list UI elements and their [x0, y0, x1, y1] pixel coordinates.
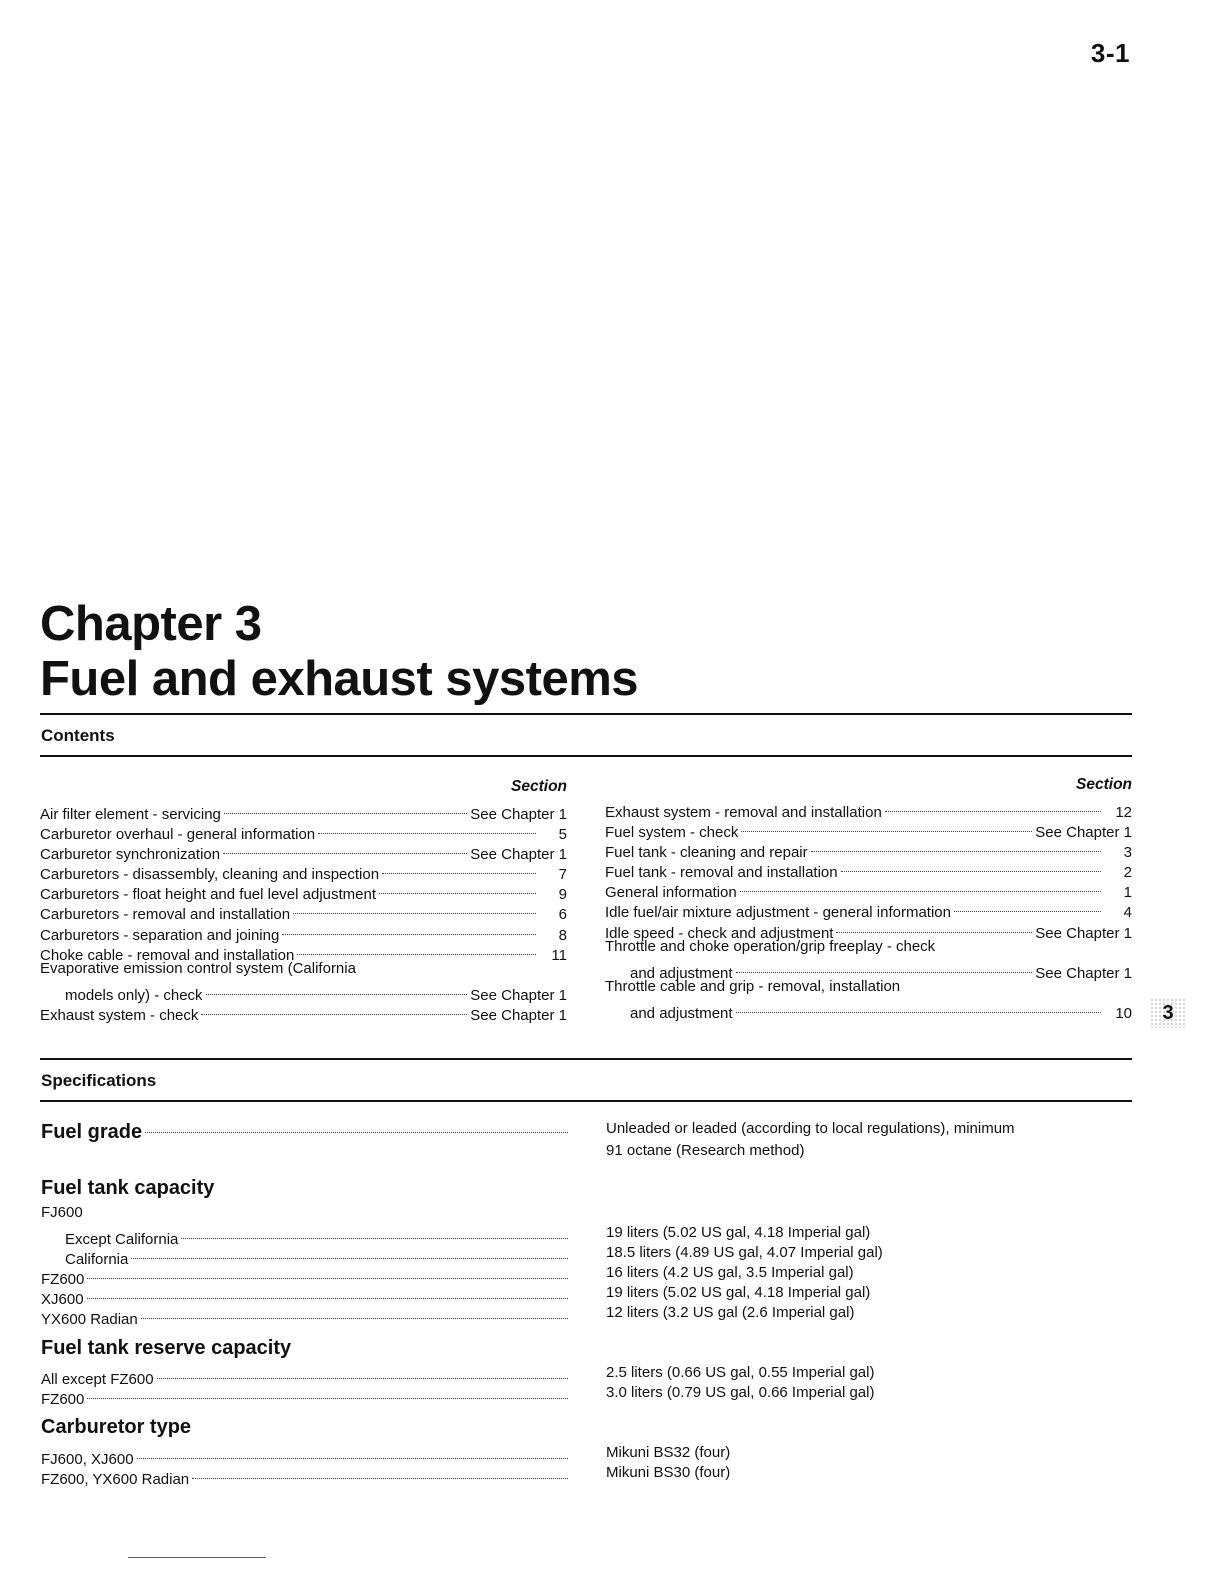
spec-heading: Fuel tank capacity	[41, 1177, 215, 1199]
dot-leader	[293, 893, 536, 914]
dot-leader	[223, 833, 467, 854]
dot-leader	[841, 851, 1101, 872]
entry-ref: See Chapter 1	[470, 986, 567, 1004]
spec-label: FZ600, YX600 Radian	[41, 1471, 190, 1488]
spec-label: California	[65, 1251, 129, 1268]
entry-ref: 2	[1123, 864, 1132, 882]
entry-ref: See Chapter 1	[1035, 964, 1132, 982]
spec-value: 12 liters (3.2 US gal (2.6 Imperial gal)	[606, 1304, 855, 1321]
spec-value: 16 liters (4.2 US gal, 3.5 Imperial gal)	[606, 1264, 854, 1281]
dot-leader	[131, 1238, 568, 1259]
dot-leader	[836, 912, 1032, 933]
entry-label: Fuel tank - cleaning and repair	[605, 844, 808, 862]
entry-label: models only) - check	[65, 986, 203, 1004]
entry-ref: 11	[551, 946, 567, 964]
contents-entry	[605, 997, 1132, 1022]
divider	[40, 713, 1132, 715]
specs-left-column	[41, 1117, 568, 1143]
entry-ref: See Chapter 1	[470, 806, 567, 823]
spec-value: 19 liters (5.02 US gal, 4.18 Imperial gal)	[606, 1284, 871, 1301]
section-label: Section	[511, 778, 567, 795]
chapter-name: Fuel and exhaust systems	[40, 652, 639, 706]
entry-label: Throttle and choke operation/grip freeplay - check	[605, 937, 936, 955]
spec-value: Mikuni BS30 (four)	[606, 1464, 731, 1481]
dot-leader	[87, 1278, 568, 1299]
entry-label: Carburetors - float height and fuel level adjustment	[40, 886, 377, 904]
divider	[40, 755, 1132, 757]
dot-leader	[736, 952, 1033, 973]
spec-group-label: FJ600	[41, 1204, 83, 1221]
dot-leader	[157, 1358, 568, 1379]
dot-leader	[379, 873, 536, 894]
entry-label: Air filter element - servicing	[40, 806, 221, 823]
spec-label: XJ600	[41, 1291, 84, 1308]
dot-leader	[181, 1218, 568, 1239]
entry-ref: See Chapter 1	[470, 1006, 567, 1024]
entry-label: Exhaust system - check	[40, 1006, 199, 1024]
spec-value: Mikuni BS32 (four)	[606, 1444, 731, 1461]
entry-label: Fuel tank - removal and installation	[605, 864, 838, 882]
specifications-heading: Specifications	[41, 1071, 157, 1090]
dot-leader	[145, 1112, 568, 1133]
dot-leader	[740, 871, 1101, 892]
section-label: Section	[1076, 776, 1132, 793]
spec-value: 19 liters (5.02 US gal, 4.18 Imperial gal)	[606, 1224, 871, 1241]
entry-ref: See Chapter 1	[1035, 824, 1132, 842]
chapter-thumb-tab: 3	[1150, 998, 1186, 1028]
entry-ref: See Chapter 1	[1035, 924, 1132, 942]
entry-ref: 3	[1123, 844, 1132, 862]
chapter-number: Chapter 3	[40, 597, 262, 651]
entry-label: Fuel system - check	[605, 824, 739, 842]
entry-label: Carburetors - disassembly, cleaning and inspection	[40, 866, 380, 884]
entry-label: Idle speed - check and adjustment	[605, 924, 834, 942]
dot-leader	[201, 994, 467, 1015]
spec-row-fuel-grade	[41, 1117, 568, 1143]
dot-leader	[297, 934, 536, 955]
dot-leader	[137, 1438, 568, 1459]
dot-leader	[141, 1298, 568, 1319]
spec-value: 2.5 liters (0.66 US gal, 0.55 Imperial gal)	[606, 1364, 875, 1381]
entry-label: Carburetor synchronization	[40, 846, 221, 864]
entry-label: Throttle cable and grip - removal, installation	[605, 977, 901, 995]
entry-label: Carburetors - separation and joining	[40, 926, 280, 944]
contents-right-column	[605, 774, 1132, 1022]
spec-value: 3.0 liters (0.79 US gal, 0.66 Imperial gal)	[606, 1384, 875, 1401]
entry-label: and adjustment	[630, 1004, 733, 1022]
spec-heading: Fuel tank reserve capacity	[41, 1337, 292, 1359]
contents-heading: Contents	[41, 726, 115, 745]
dot-leader	[192, 1458, 568, 1479]
page-number: 3-1	[1090, 38, 1130, 68]
dot-leader	[87, 1378, 568, 1399]
dot-leader	[885, 791, 1101, 812]
spec-value: 91 octane (Research method)	[606, 1142, 805, 1159]
carburetor-type-values	[606, 1443, 1126, 1483]
entry-label: Choke cable - removal and installation	[40, 946, 295, 964]
spec-label: FZ600	[41, 1391, 85, 1408]
entry-label: Evaporative emission control system (California	[40, 959, 356, 977]
spec-value: 18.5 liters (4.89 US gal, 4.07 Imperial gal)	[606, 1244, 883, 1261]
spec-label: FJ600, XJ600	[41, 1451, 134, 1468]
fuel-tank-reserve-values	[606, 1363, 1126, 1403]
spec-value: Unleaded or leaded (according to local regulations), minimum	[606, 1120, 1015, 1137]
dot-leader	[206, 974, 468, 995]
dot-leader	[282, 914, 536, 935]
dot-leader	[87, 1258, 568, 1279]
entry-ref: 9	[558, 886, 567, 904]
entry-ref: 12	[1115, 804, 1132, 821]
dot-leader	[741, 811, 1032, 832]
spec-row	[41, 1383, 568, 1408]
specs-right-column	[606, 1119, 1126, 1161]
dot-leader	[811, 831, 1101, 852]
dot-leader	[954, 891, 1101, 912]
fuel-tank-capacity-values	[606, 1223, 1126, 1323]
dot-leader	[736, 992, 1101, 1013]
spec-heading: Fuel grade	[41, 1121, 143, 1143]
entry-label: and adjustment	[630, 964, 733, 982]
entry-ref: 4	[1123, 904, 1132, 922]
entry-ref: 6	[558, 906, 567, 924]
carburetor-type-section	[41, 1414, 568, 1488]
spec-label: All except FZ600	[41, 1371, 154, 1388]
dot-leader	[224, 793, 467, 814]
entry-ref: 10	[1115, 1004, 1132, 1022]
scan-mark	[128, 1557, 266, 1558]
spec-label: YX600 Radian	[41, 1311, 138, 1328]
fuel-tank-reserve-section	[41, 1335, 568, 1408]
divider	[40, 1058, 1132, 1060]
fuel-tank-capacity-section	[41, 1175, 568, 1328]
entry-ref: 1	[1123, 884, 1132, 902]
entry-label: Carburetors - removal and installation	[40, 906, 291, 924]
entry-ref: 7	[558, 866, 567, 884]
contents-entry	[605, 957, 1132, 982]
contents-left-column	[40, 776, 567, 1024]
entry-ref: See Chapter 1	[470, 846, 567, 864]
spec-label: Except California	[65, 1231, 179, 1248]
entry-label: Idle fuel/air mixture adjustment - general information	[605, 904, 951, 922]
divider	[40, 1100, 1132, 1102]
entry-ref: 8	[558, 926, 567, 944]
entry-label: General information	[605, 884, 737, 902]
dot-leader	[318, 813, 536, 834]
entry-ref: 5	[558, 826, 567, 844]
spec-label: FZ600	[41, 1271, 85, 1288]
dot-leader	[382, 853, 536, 874]
entry-label: Carburetor overhaul - general information	[40, 826, 316, 844]
chapter-title	[40, 597, 638, 707]
spec-row	[41, 1303, 568, 1328]
spec-heading: Carburetor type	[41, 1416, 192, 1438]
entry-label: Exhaust system - removal and installation	[605, 804, 882, 821]
